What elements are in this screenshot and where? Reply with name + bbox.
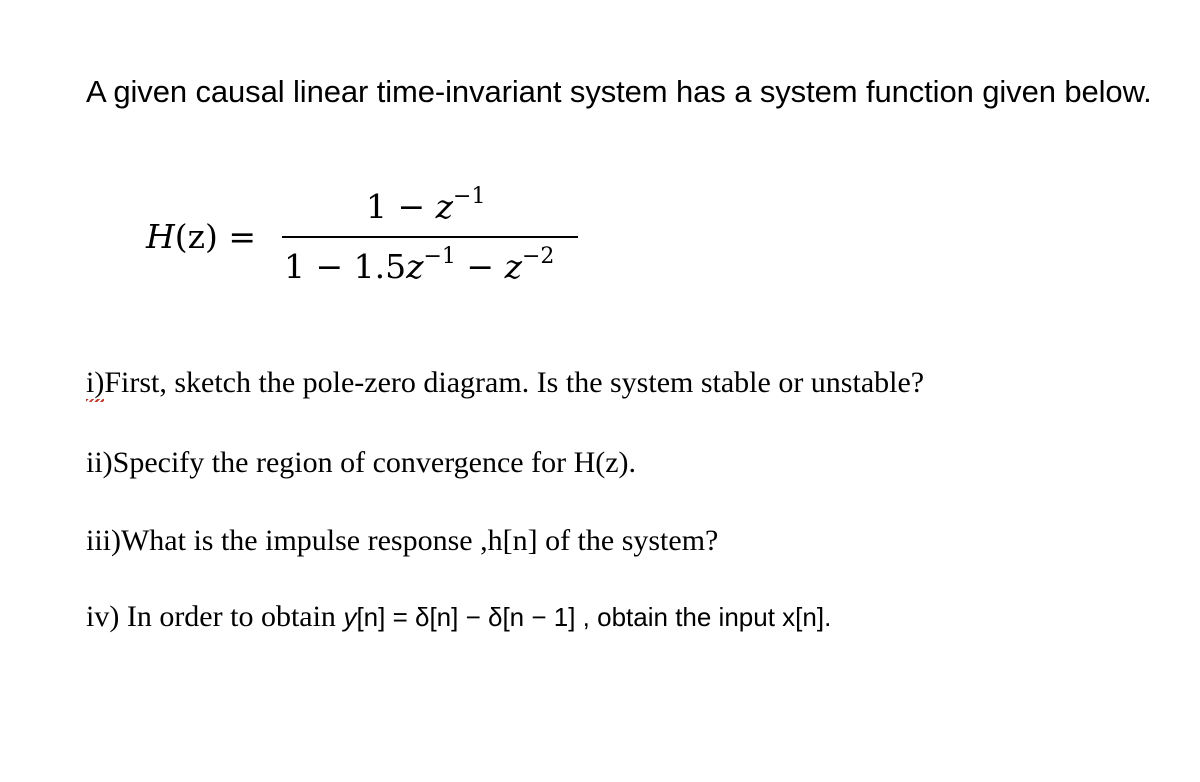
lhs-argument: (z) = — [174, 217, 257, 256]
numerator-exponent: −1 — [453, 184, 486, 209]
question-1-text: First, sketch the pole-zero diagram. Is the system stable or unstable? — [104, 366, 925, 399]
question-2: ii)Specify the region of convergence for H(z). — [86, 446, 637, 479]
denominator-minus: − — [455, 247, 505, 286]
question-4-y: y — [343, 602, 357, 632]
question-4-expression: [n] = δ[n] − δ[n − 1] , — [356, 602, 590, 632]
denominator-constant: 1 − 1.5 — [284, 247, 407, 286]
question-4-suffix: obtain the input x[n]. — [589, 602, 832, 632]
question-1 — [86, 366, 924, 400]
question-3: iii)What is the impulse response ,h[n] of the system? — [86, 524, 719, 557]
equation-numerator — [366, 184, 486, 226]
denominator-exponent-1: −1 — [423, 244, 456, 269]
equation-lhs — [146, 217, 256, 256]
denominator-variable-2: z — [504, 247, 522, 286]
fraction-bar — [282, 236, 578, 238]
equation-denominator — [284, 244, 555, 286]
lhs-function: H — [146, 217, 175, 256]
denominator-variable-1: z — [406, 247, 424, 286]
denominator-exponent-2: −2 — [521, 244, 555, 269]
numerator-constant: 1 − — [366, 187, 436, 226]
question-4-prefix: iv) In order to obtain — [86, 600, 344, 633]
question-4-math — [343, 602, 589, 632]
intro-text: A given causal linear time-invariant system has a system function given below. — [86, 74, 1152, 109]
question-1-number: i) — [86, 366, 105, 399]
question-4 — [86, 600, 831, 634]
numerator-variable: z — [435, 187, 454, 226]
